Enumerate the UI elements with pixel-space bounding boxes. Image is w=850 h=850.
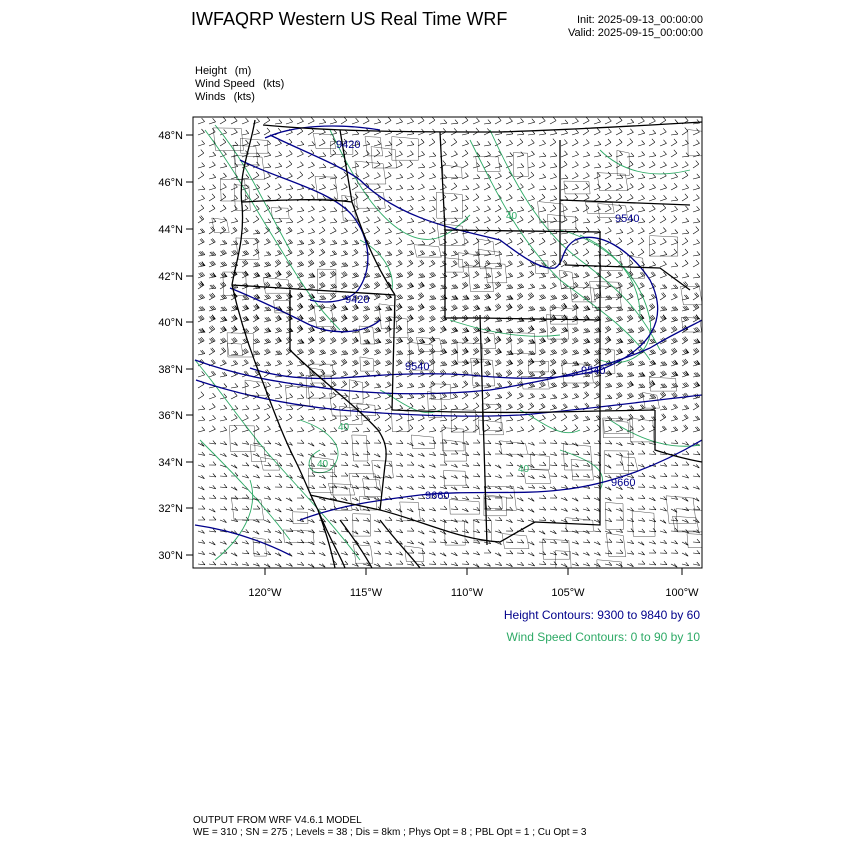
lon-label: 105°W (551, 587, 585, 599)
model-config: WE = 310 ; SN = 275 ; Levels = 38 ; Dis = 8km ; Phys Opt = 8 ; PBL Opt = 1 ; Cu Opt = 3 (193, 827, 587, 838)
lat-label: 34°N (158, 457, 183, 469)
model-version: OUTPUT FROM WRF V4.6.1 MODEL (193, 815, 362, 826)
lon-ticks (265, 568, 682, 575)
wind-contour-label: 40 (338, 422, 350, 433)
height-contour-label: 9420 (336, 139, 361, 151)
valid-time: Valid: 2025-09-15_00:00:00 (568, 27, 703, 39)
lat-label: 40°N (158, 317, 183, 329)
height-contour-legend: Height Contours: 9300 to 9840 by 60 (503, 608, 700, 622)
lat-ticks (186, 135, 193, 555)
lon-label: 100°W (665, 587, 699, 599)
lat-label: 48°N (158, 130, 183, 142)
lat-label: 38°N (158, 364, 183, 376)
height-contour-label: 9540 (405, 361, 430, 373)
lon-labels (248, 587, 699, 599)
height-contour-label: 9660 (425, 490, 450, 502)
field-height: Height (m) (195, 65, 252, 77)
init-time: Init: 2025-09-13_00:00:00 (577, 14, 703, 26)
lat-label: 30°N (158, 550, 183, 562)
model-info (193, 815, 586, 839)
wind-contour-legend: Wind Speed Contours: 0 to 90 by 10 (506, 630, 700, 644)
height-contour-label: 9540 (615, 213, 640, 225)
height-contour-label: 9420 (345, 294, 370, 306)
field-wind-speed: Wind Speed (kts) (195, 78, 285, 90)
lat-labels (158, 130, 183, 562)
lat-label: 42°N (158, 271, 183, 283)
lat-label: 44°N (158, 224, 183, 236)
wind-contour-label: 40 (506, 211, 518, 222)
map-title: IWFAQRP Western US Real Time WRF (191, 9, 508, 29)
height-contour-label: 9540 (581, 365, 606, 377)
lon-label: 115°W (349, 587, 383, 599)
lon-label: 110°W (450, 587, 484, 599)
lat-label: 36°N (158, 410, 183, 422)
field-winds: Winds (kts) (195, 91, 255, 103)
wind-contour-label: 40 (317, 459, 329, 470)
lat-label: 46°N (158, 177, 183, 189)
wind-contour-label: 40 (518, 464, 530, 475)
lon-label: 120°W (248, 587, 282, 599)
height-contour-label: 9660 (611, 477, 636, 489)
lat-label: 32°N (158, 503, 183, 515)
